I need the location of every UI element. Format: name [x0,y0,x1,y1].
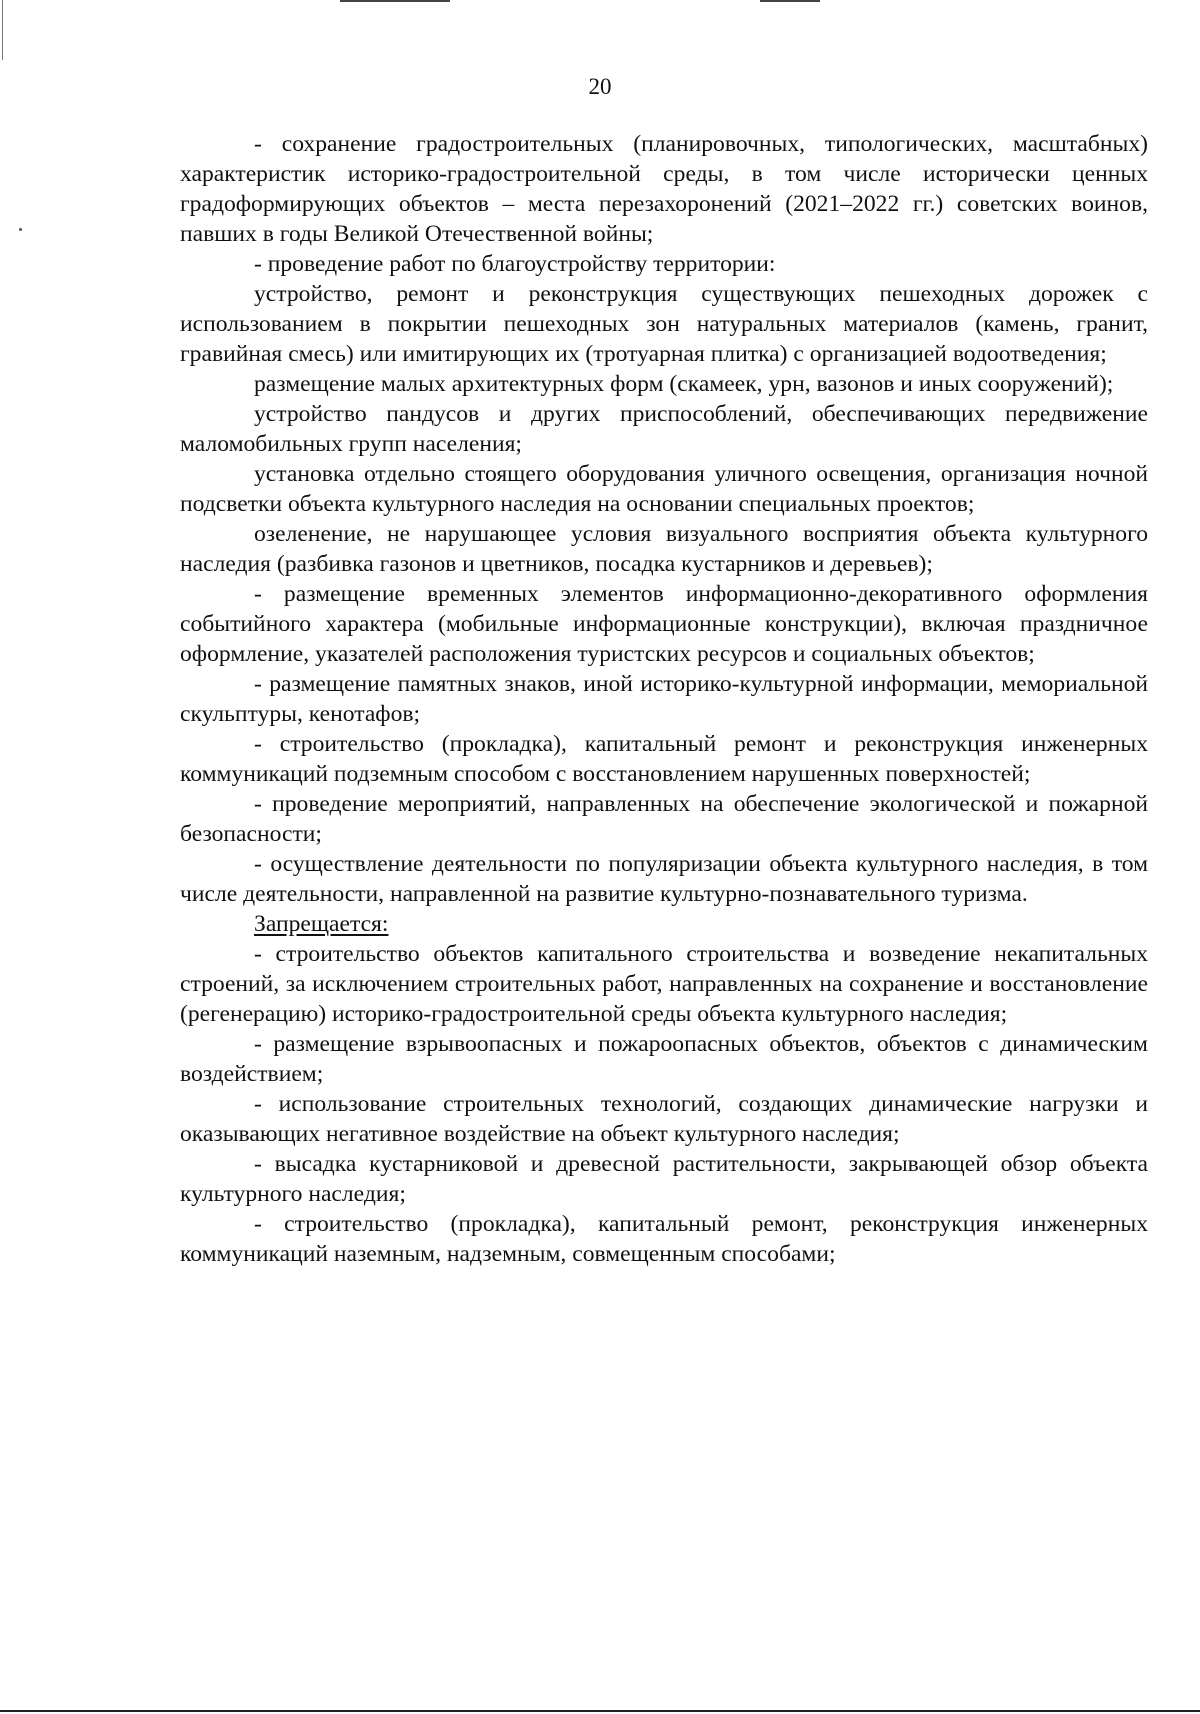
paragraph: - размещение взрывоопасных и пожароопасных объектов, объектов с динамическим воздействием; [180,1031,1148,1087]
scan-edge-mark [2,0,3,60]
paragraph: - строительство (прокладка), капитальный ремонт и реконструкция инженерных коммуникаций подземным способом с восстановлением нарушенных поверхностей; [180,731,1148,787]
paragraph: - размещение временных элементов информационно-декоративного оформления событийного характера (мобильные информационные конструкции), включая праздничное оформление, указателей расположения туристских ресурсов и социальных объектов; [180,581,1148,667]
paragraph: - строительство (прокладка), капитальный ремонт, реконструкция инженерных коммуникаций наземным, надземным, совмещенным способами; [180,1211,1148,1267]
paragraph: - проведение мероприятий, направленных на обеспечение экологической и пожарной безопасности; [180,791,1148,847]
paragraph: - проведение работ по благоустройству территории: [254,251,776,277]
paragraph: размещение малых архитектурных форм (скамеек, урн, вазонов и иных сооружений); [254,371,1114,397]
document-body [180,129,1148,1269]
paragraph: озеленение, не нарушающее условия визуального восприятия объекта культурного наследия (разбивка газонов и цветников, посадка кустарников и деревьев); [180,521,1148,577]
paragraph: - осуществление деятельности по популяризации объекта культурного наследия, в том числе деятельности, направленной на развитие культурно-познавательного туризма. [180,851,1148,907]
scan-speck [19,228,22,231]
paragraph: - строительство объектов капитального строительства и возведение некапитальных строений, за исключением строительных работ, направленных на сохранение и восстановление (регенерацию) историко-градостроительной среды объекта культурного наследия; [180,941,1148,1027]
paragraph: установка отдельно стоящего оборудования уличного освещения, организация ночной подсветки объекта культурного наследия на основании специальных проектов; [180,461,1148,517]
paragraph: устройство пандусов и других приспособлений, обеспечивающих передвижение маломобильных групп населения; [180,401,1148,457]
paragraph: - использование строительных технологий, создающих динамические нагрузки и оказывающих негативное воздействие на объект культурного наследия; [180,1091,1148,1147]
paragraph: - размещение памятных знаков, иной историко-культурной информации, мемориальной скульптуры, кенотафов; [180,671,1148,727]
paragraph: - высадка кустарниковой и древесной растительности, закрывающей обзор объекта культурного наследия; [180,1151,1148,1207]
page-number: 20 [588,74,612,99]
paragraph: устройство, ремонт и реконструкция существующих пешеходных дорожек с использованием в покрытии пешеходных зон натуральных материалов (камень, гранит, гравийная смесь) или имитирующих их (тротуарная плитка) с организацией водоотведения; [180,281,1148,367]
prohibited-heading: Запрещается: [254,911,389,937]
scan-top-mark [760,0,820,2]
paragraph: - сохранение градостроительных (планировочных, типологических, масштабных) характеристик историко-градостроительной среды, в том числе исторически ценных градоформирующих объектов – места перезахоронений (2021–2022 гг.) советских воинов, павших в годы Великой Отечественной войны; [180,131,1148,247]
scan-bottom-edge [0,1710,1200,1712]
scan-top-mark [340,0,450,2]
